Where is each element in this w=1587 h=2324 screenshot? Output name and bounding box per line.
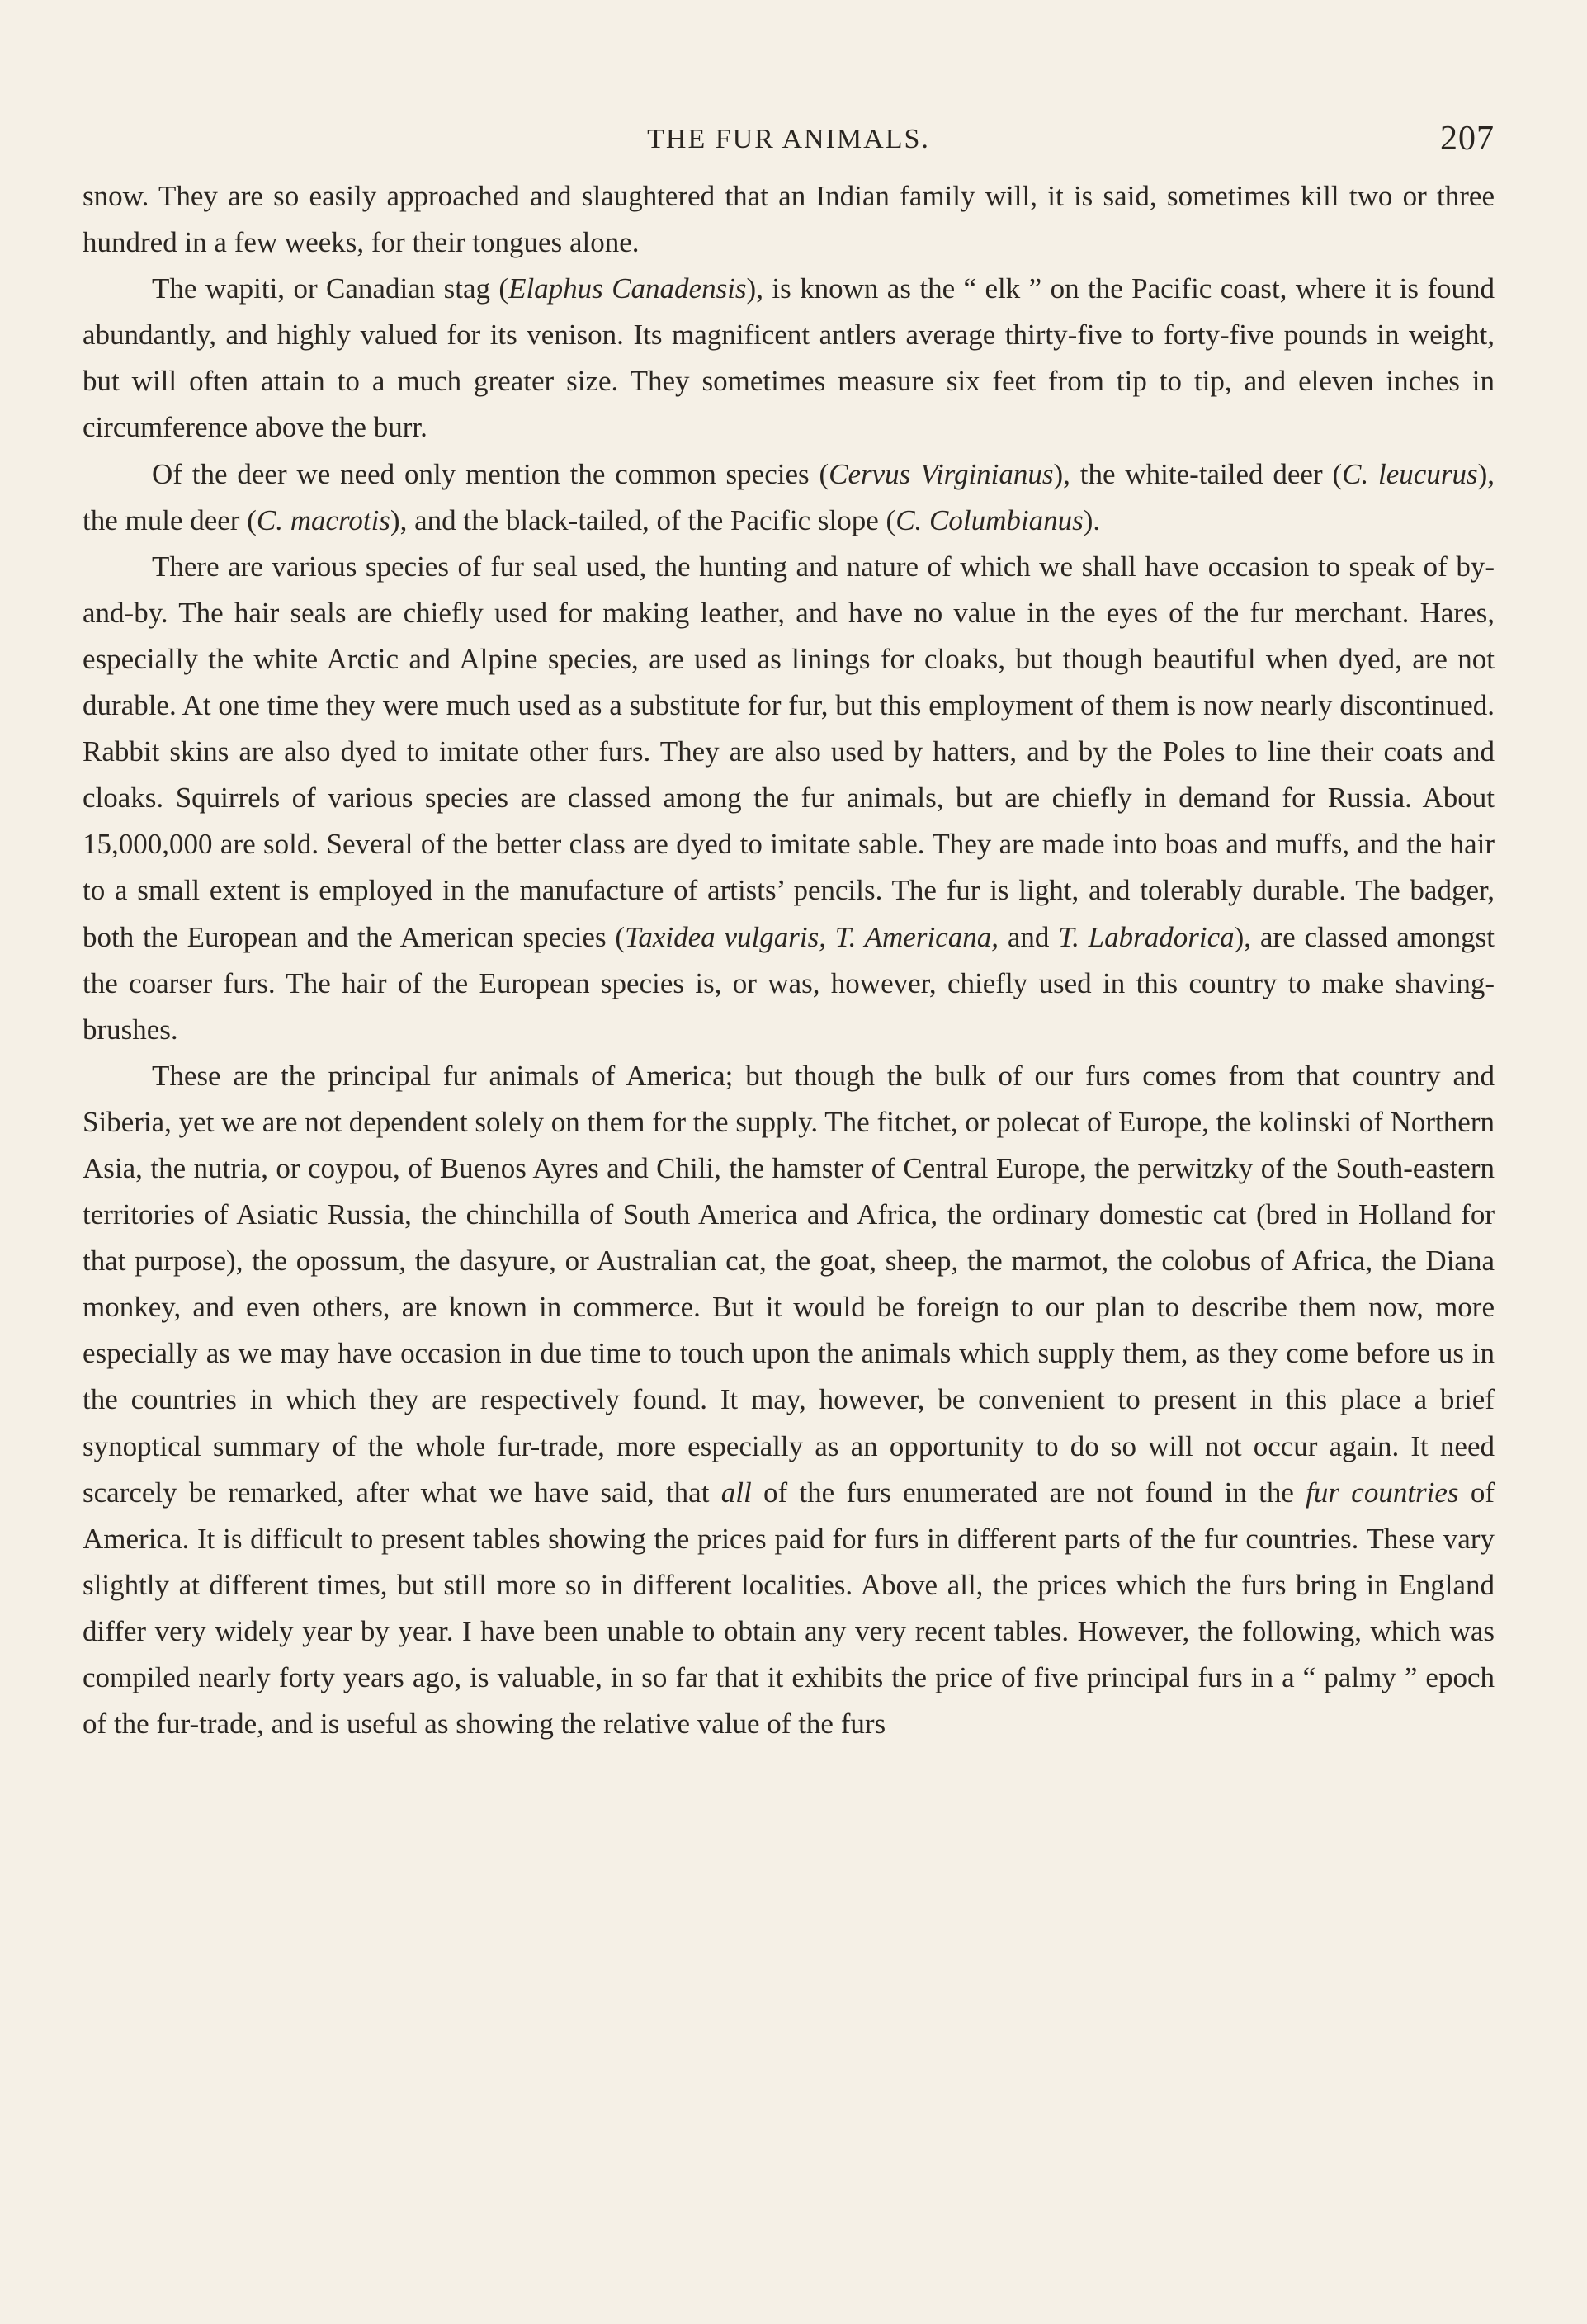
- text-run: of the furs enumerated are not found in the: [751, 1476, 1306, 1509]
- text-run: ), and the black-tailed, of the Pacific slope (: [390, 503, 896, 536]
- text-run: ), the white-tailed deer (: [1053, 457, 1343, 490]
- text-run: Of the deer we need only mention the common species (: [152, 457, 829, 490]
- italic-text: fur countries: [1306, 1476, 1459, 1509]
- italic-text: T. Labradorica: [1058, 920, 1235, 953]
- paragraph-seal: [83, 544, 1495, 1053]
- italic-text: Cervus Virginianus: [829, 457, 1054, 490]
- paragraph-deer: [83, 451, 1495, 544]
- text-run: ).: [1083, 503, 1101, 536]
- text-run: ), the mule deer (: [83, 457, 1495, 536]
- italic-text: C. macrotis: [256, 503, 390, 536]
- running-head: [83, 120, 1495, 172]
- italic-text: C. leucurus: [1342, 457, 1478, 490]
- italic-text: C. Columbianus: [895, 503, 1084, 536]
- italic-text: all: [720, 1476, 752, 1509]
- text-run: These are the principal fur animals of America; but though the bulk of our furs comes from that country and Siberia, yet we are not dependent solely on them for the supply. The fitchet, or polecat of Europe, the kolinski of Northern Asia, the nutria, or coypou, of Buenos Ayres and Chili, the hamster of Central Europe, the perwitzky of the South-eastern territories of Asiatic Russia, the chinchilla of South America and Africa, the ordinary domestic cat (bred in Holland for that purpose), the opossum, the dasyure, or Australian cat, the goat, sheep, the marmot, the colobus of Africa, the Diana monkey, and even others, are known in commerce. But it would be foreign to our plan to describe them now, more especially as we may have occasion in due time to touch upon the animals which supply them, as they come before us in the countries in which they are respectively found. It may, however, be convenient to present in this place a brief synoptical summary of the whole fur-trade, more especially as an opportunity to do so will not occur again. It need scarcely be remarked, after what we have said, that: [83, 1059, 1495, 1509]
- italic-text: Elaphus Canadensis: [508, 272, 747, 305]
- italic-text: Taxidea vulgaris, T. Americana,: [625, 920, 999, 953]
- paragraph-principal: [83, 1053, 1495, 1747]
- text-run: of America. It is difficult to present tables showing the prices paid for furs in different parts of the fur countries. These vary slightly at different times, but still more so in different localities. Above all, the prices which the furs bring in England differ very widely year by year. I have been unable to obtain any very recent tables. However, the following, which was compiled nearly forty years ago, is valuable, in so far that it exhibits the price of five principal furs in a “ palmy ” epoch of the fur-trade, and is useful as showing the relative value of the furs: [83, 1476, 1495, 1741]
- running-title: THE FUR ANIMALS.: [647, 124, 930, 154]
- text-run: ), are classed amongst the coarser furs. The hair of the European species is, or was, however, chiefly used in this country to make shaving-brushes.: [83, 920, 1495, 1046]
- text-run: There are various species of fur seal used, the hunting and nature of which we shall have occasion to speak of by-and-by. The hair seals are chiefly used for making leather, and have no value in the eyes of the fur merchant. Hares, especially the white Arctic and Alpine species, are used as linings for cloaks, but though beautiful when dyed, are not durable. At one time they were much used as a substitute for fur, but this employment of them is now nearly discontinued. Rabbit skins are also dyed to imitate other furs. They are also used by hatters, and by the Poles to line their coats and cloaks. Squirrels of various species are classed among the fur animals, but are chiefly in demand for Russia. About 15,000,000 are sold. Several of the better class are dyed to imitate sable. They are made into boas and muffs, and the hair to a small extent is employed in the manufacture of artists’ pencils. The fur is light, and tolerably durable. The badger, both the European and the American species (: [83, 550, 1495, 953]
- paragraph-continued: [83, 173, 1495, 266]
- text-run: snow. They are so easily approached and slaughtered that an Indian family will, it is said, sometimes kill two or three hundred in a few weeks, for their tongues alone.: [83, 180, 1495, 259]
- body-text: [83, 173, 1495, 1747]
- paragraph-wapiti: [83, 266, 1495, 451]
- text-run: The wapiti, or Canadian stag (: [152, 272, 509, 305]
- text-run: and: [998, 920, 1059, 953]
- text-run: ), is known as the “ elk ” on the Pacific coast, where it is found abundantly, and highly valued for its venison. Its magnificent antlers average thirty-five to forty-five pounds in weight, but will often attain to a much greater size. They sometimes measure six feet from tip to tip, and eleven inches in circumference above the burr.: [83, 272, 1495, 444]
- page-number: 207: [1440, 120, 1495, 158]
